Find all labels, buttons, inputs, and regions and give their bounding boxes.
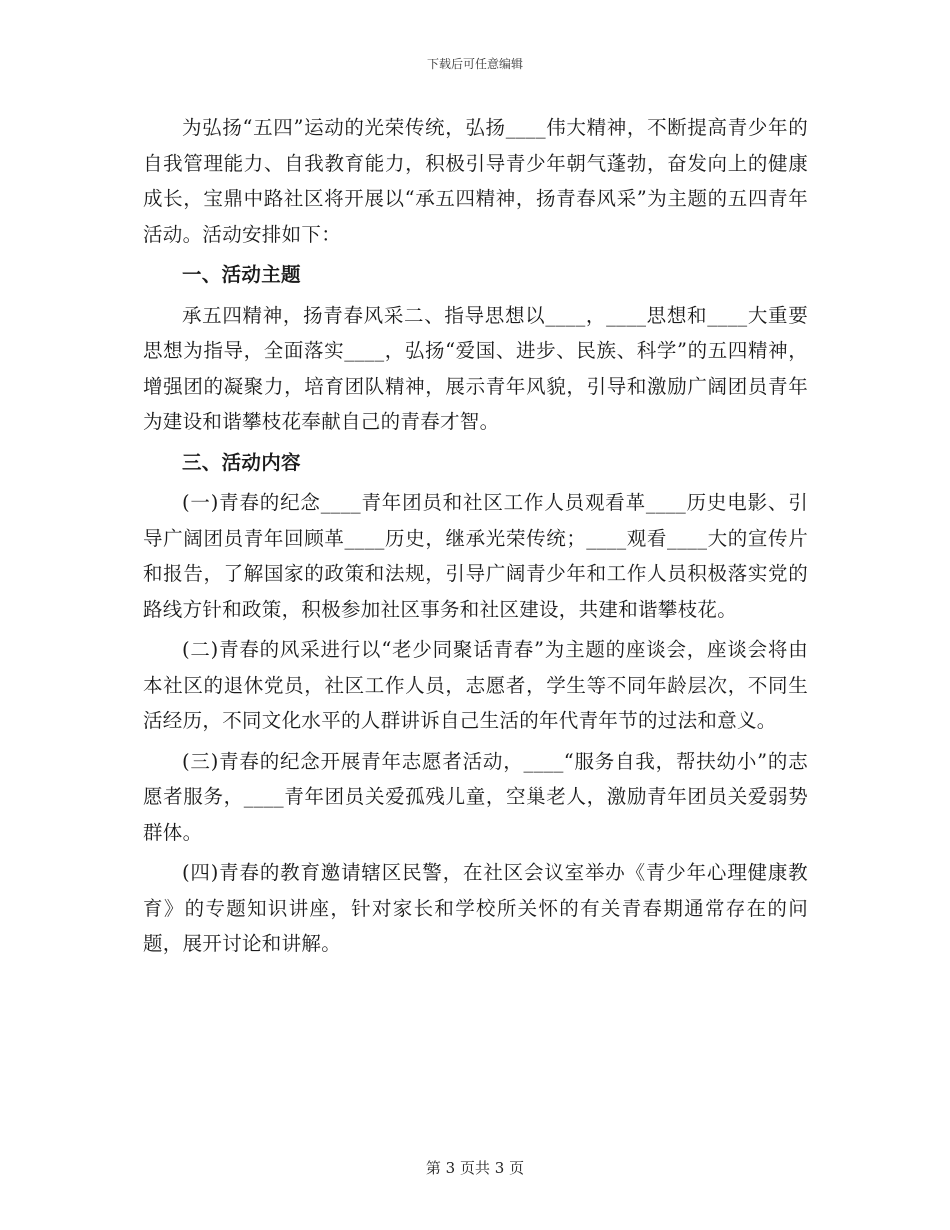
section-heading-content: 三、活动内容 (182, 450, 301, 474)
content-item-3: (三)青春的纪念开展青年志愿者活动，____“服务自我，帮扶幼小”的志愿者服务，____青年团员关爱孤残儿童，空巢老人，激励青年团员关爱弱势群体。 (143, 749, 809, 844)
document-body (143, 110, 808, 962)
page-number: 第 3 页共 3 页 (425, 1159, 525, 1177)
theme-paragraph: 承五四精神，扬青春风采二、指导思想以____，____思想和____大重要思想为指导，全面落实____，弘扬“爱国、进步、民族、科学”的五四精神，增强团的凝聚力，培育团队精神，展示青年风貌，引导和激励广阔团员青年为建设和谐攀枝花奉献自己的青春才智。 (143, 303, 808, 433)
content-item-1: (一)青春的纪念____青年团员和社区工作人员观看革____历史电影、引导广阔团员青年回顾革____历史，继承光荣传统；____观看____大的宣传片和报告，了解国家的政策和法规，引导广阔青少年和工作人员积极落实党的路线方针和政策，积极参加社区事务和社区建设，共建和谐攀枝花。 (143, 491, 808, 621)
content-item-4: (四)青春的教育邀请辖区民警，在社区会议室举办《青少年心理健康教育》的专题知识讲座，针对家长和学校所关怀的有关青春期通常存在的问题，展开讨论和讲解。 (143, 861, 808, 955)
intro-paragraph: 为弘扬“五四”运动的光荣传统，弘扬____伟大精神，不断提高青少年的自我管理能力、自我教育能力，积极引导青少年朝气蓬勃，奋发向上的健康成长，宝鼎中路社区将开展以“承五四精神，扬青春风采”为主题的五四青年活动。活动安排如下： (143, 116, 808, 246)
content-item-2: (二)青春的风采进行以“老少同聚话青春”为主题的座谈会，座谈会将由本社区的退休党员，社区工作人员，志愿者，学生等不同年龄层次，不同生活经历，不同文化水平的人群讲诉自己生活的年代青年节的过法和意义。 (143, 638, 808, 732)
header-note: 下载后可任意编辑 (426, 57, 523, 71)
section-heading-theme: 一、活动主题 (182, 263, 301, 286)
